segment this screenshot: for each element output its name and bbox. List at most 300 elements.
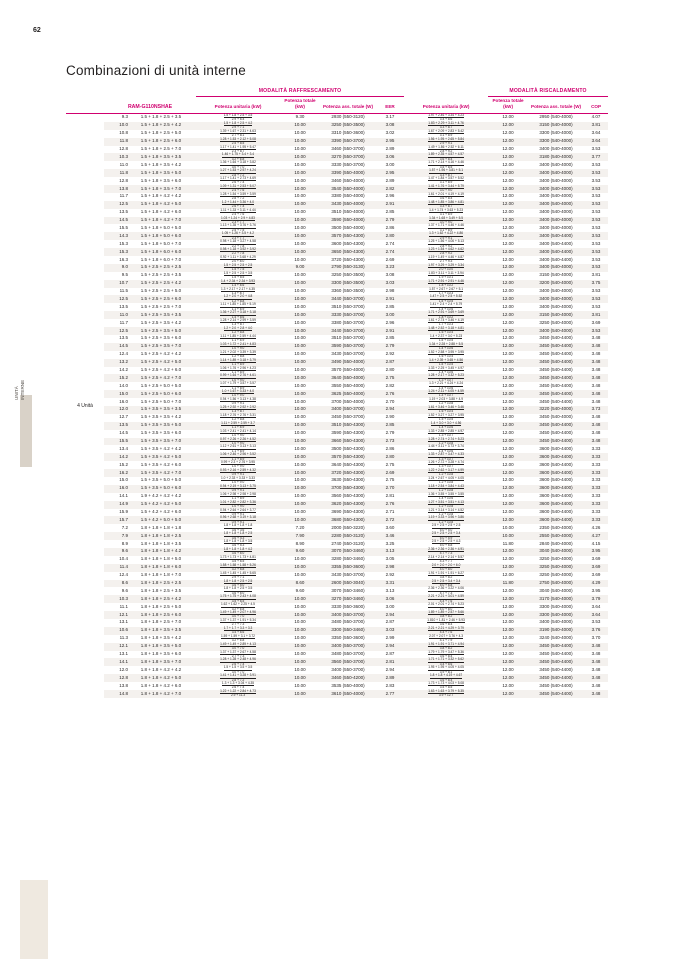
cell-cooling-abs: 3480 (550-3700) [331,651,365,657]
cell-cop: 3.53 [591,288,601,294]
cell-heating-unit-power: $\frac{2.21 + 2.21 + 3.01 + 4.59}{4.4 + 7.6}$ [404,595,488,603]
table-row [66,224,654,232]
cell-eer: 2.92 [385,351,395,357]
cell-heating-total: 12.00 [502,319,514,325]
cell-heating-abs: 3600 (540-4400) [539,509,573,515]
heating-total-power-header: Potenza totale (kW) [492,98,524,109]
cell-cooling-total: 10.00 [280,280,320,288]
cell-cooling-total: 10.00 [294,224,306,230]
cell-heating-abs: 3400 (540-4000) [539,619,573,625]
cell-cooling-total: 10.00 [294,635,306,641]
cell-heating-unit-power: $\frac{1.57 + 2.67 + 2.67 + 5.1}{1.7 + 10.3}$ [429,286,464,295]
table-row [66,666,654,674]
cell-capacity: 12.8 1.8 + 1.8 + 4.2 + 5.0 [104,674,196,682]
cell-eer: 3.23 [376,264,404,272]
table-row [66,256,654,264]
cell-cop: 3.69 [584,564,608,572]
cell-capacity: 10.6 1.8 + 1.8 + 3.5 + 3.5 [104,627,196,635]
cell-cooling-abs: 3720 (550-4300) [320,469,376,477]
cell-cop: 3.53 [591,161,601,167]
table-row [66,288,654,296]
cell-heating-unit-power: $\frac{1.71 + 2.14 + 4.16 + 4.46}{3.5 + 8.5}$ [428,160,464,169]
cell-cop: 3.53 [584,217,608,225]
cell-cop: 3.48 [591,682,601,688]
table-row [66,264,654,272]
cell-heating-unit-power: $\frac{1.63 + 1.63 + 3.79 + 5.35}{3.9 + 12.7}$ [404,690,488,698]
cell-heating-abs: 3400 (540-4000) [528,295,584,303]
cell-cooling-abs: 3590 (550-4000) [320,217,376,225]
cell-cop: 3.48 [591,651,601,657]
cell-capacity: 9.3 1.5 + 1.8 + 2.5 + 3.5 [104,114,196,122]
cell-capacity: 14.8 1.8 + 1.8 + 4.2 + 7.0 [104,690,196,698]
cell-eer: 3.03 [376,627,404,635]
cell-heating-total: 12.00 [488,627,528,635]
cell-eer: 3.06 [376,153,404,161]
cell-cooling-abs: 2930 (550-3120) [320,114,376,122]
cell-capacity: 9.6 1.8 + 1.8 + 1.8 + 4.2 [104,548,196,556]
cell-heating-unit-power: $\frac{2.5 + 2.5 + 2.5 + 3.4}{5.0 + 5.9}$ [404,532,488,540]
cell-heating-abs: 3600 (540-4400) [528,453,584,461]
cell-cooling-abs: 3250 (550-3500) [320,122,376,130]
cell-heating-unit-power: $\frac{2.07 + 2.07 + 3.76 + 4.3}{4.1 + 7.9}$ [429,633,464,643]
cell-heating-total: 12.00 [488,390,528,398]
cell-capacity: 13.5 1.5 + 3.5 + 3.5 + 5.0 [104,422,196,430]
cell-cooling-unit-power: $\frac{1.8 + 1.8 + 1.8 + 4.2}{3.6 + 6.0}$ [196,548,280,556]
cell-cooling-total: 10.00 [280,501,320,509]
cell-cooling-total: 10.00 [294,319,306,325]
cell-eer: 2.81 [385,493,395,499]
table-row [66,580,654,588]
cell-eer: 3.31 [376,580,404,588]
cell-cop: 3.70 [591,635,601,641]
cell-capacity: 13.5 1.5 + 2.5 + 2.5 + 7.0 [119,303,182,309]
cell-heating-unit-power: $\frac{1.19 + 3.33 + 3.96 + 3.86}{1.2 + 10.8}$ [404,516,488,524]
cell-cooling-total: 10.00 [294,461,306,467]
cell-heating-total: 12.00 [502,193,514,199]
table-row [66,690,654,698]
cell-heating-unit-power: $\frac{1.79 + 1.79 + 3.47 + 5.36}{3.6 + 8.4}$ [428,649,464,658]
cell-heating-total: 12.00 [488,327,528,335]
cell-cooling-total: 10.00 [294,414,306,420]
cell-cop: 3.48 [591,366,601,372]
cell-cooling-total: 10.00 [294,651,306,657]
table-row [66,469,654,477]
cell-heating-abs: 3400 (540-4000) [528,169,584,177]
cell-heating-total: 10.00 [488,532,528,540]
cell-eer: 2.91 [376,295,404,303]
cell-cop: 3.48 [584,643,608,651]
cell-heating-unit-power: $\frac{1.23 + 1.54 + 4.62 + 4.62}{2.8 + 9.2}$ [404,248,488,256]
cell-heating-abs: 3400 (540-4000) [528,201,584,209]
cell-heating-unit-power: $\frac{1.71 + 1.71 + 3.32 + 5.62}{3.4 + 8.6}$ [404,658,488,666]
cell-cooling-abs: 3560 (550-3700) [320,658,376,666]
table-body [66,114,654,698]
cell-cooling-unit-power: $\frac{1.2 + 2.0 + 2.0 + 4.8}{1.2 + 8.8}$ [196,295,280,303]
cell-eer: 2.75 [385,477,395,483]
cell-cooling-abs: 3510 (550-3700) [331,303,365,309]
cell-capacity: 15.3 1.5 + 1.8 + 6.0 + 6.0 [104,248,196,256]
cell-heating-total: 12.00 [502,619,514,625]
cell-cooling-total: 10.00 [294,161,306,167]
cell-heating-total: 12.00 [502,493,514,499]
cell-heating-unit-power: $\frac{1.27 + 3.51 + 3.51 + 4.13}{1.2 + 10.8}$ [404,501,488,509]
cell-heating-abs: 2350 (540-4000) [539,524,573,530]
cell-eer: 2.79 [385,430,395,436]
table-row [66,280,654,288]
cell-cooling-total: 10.00 [280,406,320,414]
cell-cooling-unit-power: $\frac{1.03 + 1.72 + 2.41 + 4.83}{1.0 + 9.0}$ [196,343,280,351]
cell-cooling-unit-power: $\frac{1.06 + 2.98 + 2.98 + 2.98}{1.1 + 8.9}$ [220,491,256,501]
cell-cooling-abs: 3330 (550-3700) [331,161,365,167]
cell-cooling-abs: 2740 (550-3120) [331,540,365,546]
cell-heating-abs: 3450 (540-4400) [528,438,584,446]
cell-cooling-unit-power: $\frac{1.46 + 1.75 + 3.4 + 3.4}{3.2 + 6.8}$ [196,153,280,161]
table-row [66,619,654,627]
cell-cop: 3.53 [591,193,601,199]
cell-heating-abs: 3400 (540-4000) [528,327,584,335]
table-row [66,177,654,185]
cell-cooling-total: 10.00 [280,374,320,382]
cell-heating-unit-power: $\frac{1.91 + 1.91 + 1.91 + 6.27}{3.8 + 8.2}$ [428,570,464,579]
cell-eer: 2.82 [385,382,395,388]
cell-capacity: 15.9 1.5 + 4.2 + 4.2 + 6.0 [119,509,182,515]
cop-header: COP [591,104,602,109]
combinations-table [66,88,654,698]
cell-capacity: 9.5 1.5 + 2.5 + 2.5 + 3.5 [121,272,182,278]
cell-heating-total: 12.00 [502,445,514,451]
cell-eer: 2.99 [385,635,395,641]
cell-cooling-total: 10.00 [280,169,320,177]
cell-cop: 3.53 [591,224,601,230]
cell-heating-unit-power: $\frac{1.28 + 2.74 + 2.74 + 5.23}{1.2 + 10.8}$ [404,438,488,446]
cell-heating-unit-power: $\frac{1.24 + 2.67 + 4.05 + 4.05}{1.2 + 10.8}$ [428,475,464,485]
cell-heating-total: 12.00 [502,666,514,672]
cell-cooling-abs: 3300 (550-3460) [320,627,376,635]
cell-capacity: 12.8 1.5 + 1.8 + 3.5 + 6.0 [119,177,182,183]
cell-cop: 3.53 [584,232,608,240]
cell-heating-total: 12.00 [502,177,514,183]
cell-heating-total: 12.00 [502,288,514,294]
cell-cooling-unit-power: $\frac{1.8 + 1.8 + 2.5 + 2.5}{3.6 + 5.0}$ [196,580,280,588]
table-row [66,461,654,469]
cell-eer: 2.80 [376,232,404,240]
cell-heating-total: 12.00 [502,603,514,609]
table-row [66,682,654,690]
cell-cooling-total: 10.00 [294,288,306,294]
cell-cooling-abs: 3380 (550-4000) [331,193,365,199]
cell-capacity: 11.4 1.8 + 1.8 + 1.8 + 6.0 [104,564,196,572]
cell-heating-abs: 3400 (540-4000) [528,185,584,193]
group-header-row [66,88,654,97]
cooling-unit-power-header: Potenza unitaria (kW) [214,104,262,109]
cell-cooling-unit-power: $\frac{1.28 + 1.53 + 2.12 + 5.08}{2.5 + 8.5}$ [196,138,280,146]
cell-heating-abs: 3450 (540-4400) [539,335,573,341]
cell-heating-abs: 3250 (540-4000) [528,564,584,572]
cell-capacity: 14.1 1.8 + 1.8 + 3.5 + 7.0 [104,658,196,666]
cell-cooling-abs: 3430 (550-3700) [331,572,365,578]
cell-cooling-unit-power: $\frac{1.36 + 2.27 + 3.18 + 3.18}{1.4 + 8.6}$ [196,311,280,319]
cell-eer: 2.86 [385,445,395,451]
cell-heating-total: 12.00 [502,146,514,152]
group-header-blank-eer [404,88,488,97]
cell-cop: 3.33 [584,501,608,509]
cell-heating-unit-power: $\frac{2.01 + 2.01 + 2.74 + 5.23}{4.0 + 8.0}$ [428,602,464,611]
cell-capacity: 11.7 1.5 + 1.8 + 4.2 + 4.2 [119,193,182,199]
cell-heating-total: 12.00 [502,256,514,262]
cell-cooling-total: 10.00 [280,690,320,698]
cell-cop: 3.33 [584,516,608,524]
cell-heating-abs: 2950 (540-4000) [528,114,584,122]
cell-cooling-total: 10.00 [280,485,320,493]
cell-cooling-abs: 3300 (550-3500) [320,280,376,288]
cell-cooling-unit-power: $\frac{1.3 + 2.17 + 2.17 + 4.35}{1.3 + 8.7}$ [221,286,255,295]
cell-heating-total: 12.00 [488,438,528,446]
cell-heating-abs: 3300 (540-4000) [528,611,584,619]
cell-cooling-total: 10.00 [280,438,320,446]
cell-heating-unit-power: $\frac{1.95 + 1.95 + 4.05 + 4.05}{3.9 + 8.1}$ [428,665,464,674]
cell-cooling-unit-power: $\frac{0.98 + 1.18 + 3.27 + 4.58}{2.2 + 7.8}$ [220,239,256,248]
heating-unit-power-header: Potenza unitaria (kW) [422,104,470,109]
cell-heating-total: 12.00 [488,501,528,509]
cell-cooling-unit-power: $\frac{1.37 + 1.37 + 2.67 + 4.58}{2.7 + 7.3}$ [220,649,256,658]
cell-cooling-unit-power: $\frac{1.28 + 2.14 + 2.99 + 3.59}{1.3 + 8.7}$ [220,318,256,327]
cell-heating-abs: 3400 (540-4000) [528,217,584,225]
cell-cooling-unit-power: $\frac{1.25 + 2.92 + 2.92 + 2.92}{1.3 + 8.7}$ [196,406,280,414]
cell-heating-abs: 3180 (540-4000) [528,153,584,161]
cell-cop: 4.27 [584,532,608,540]
cell-heating-total: 11.80 [502,540,514,546]
cell-eer: 3.60 [385,524,395,530]
cell-heating-unit-power: $\frac{2.14 + 2.14 + 2.14 + 5.57}{4.3 + 7.7}$ [428,554,464,564]
cell-cooling-unit-power: $\frac{1.11 + 1.85 + 2.59 + 4.44}{1.1 + 8.9}$ [220,333,256,343]
cell-cooling-total: 10.00 [280,658,320,666]
cell-heating-abs: 3400 (540-4400) [539,256,573,262]
cell-heating-abs: 2750 (540-4000) [528,580,584,588]
cell-cop: 3.53 [584,248,608,256]
cell-cooling-abs: 3250 (550-3500) [331,272,365,278]
cell-cooling-abs: 3350 (550-3600) [331,635,365,641]
cell-heating-abs: 3400 (540-4000) [539,303,573,309]
cell-cooling-abs: 3460 (550-3700) [331,146,365,152]
cell-cooling-abs: 3610 (550-4000) [320,690,376,698]
cell-cop: 3.48 [591,382,601,388]
cell-cooling-abs: 2280 (550-3120) [320,532,376,540]
cell-cooling-abs: 2790 (550-3130) [320,264,376,272]
cell-cooling-abs: 3480 (550-3700) [331,619,365,625]
cell-heating-total: 12.00 [488,595,528,603]
cell-heating-total: 12.00 [488,690,528,698]
cell-capacity: 15.0 1.5 + 2.5 + 5.0 + 6.0 [104,390,196,398]
cell-eer: 3.02 [385,130,395,136]
table-row [66,595,654,603]
table-row [66,587,654,595]
cell-cooling-unit-power: $\frac{1.03 + 1.24 + 2.9 + 4.83}{2.3 + 7.7}$ [196,217,280,225]
cell-cooling-total: 10.00 [280,232,320,240]
cell-cooling-total: 10.00 [294,146,306,152]
cell-eer: 2.75 [385,461,395,467]
cell-capacity: 13.1 1.8 + 1.8 + 3.5 + 6.0 [119,651,182,657]
cell-cooling-total: 8.90 [295,540,305,546]
cell-cooling-abs: 3280 (550-3460) [331,556,365,562]
cell-cooling-unit-power: $\frac{1.2 + 2.0 + 2.8 + 4.0}{1.2 + 8.8}$ [196,327,280,335]
cell-heating-unit-power: $\frac{1.48 + 2.52 + 3.18 + 4.81}{1.6 + 10.4}$ [404,327,488,335]
cell-heating-unit-power: $\frac{2.5 + 2.5 + 2.5 + 4.3}{5.0 + 6.8}$ [431,539,461,548]
section-tab-line-1: UNITÀ [14,386,19,400]
cell-cooling-unit-power: $\frac{1.11 + 1.85 + 1.85 + 5.19}{1.1 + 8.9}$ [220,302,256,311]
cell-heating-total: 12.00 [502,587,514,593]
cell-cooling-abs: 3330 (550-3700) [320,311,376,319]
cell-heating-total: 12.00 [488,138,528,146]
cell-heating-abs: 2550 (540-4000) [528,532,584,540]
cell-cooling-total: 10.00 [280,343,320,351]
table-row [66,603,654,611]
cell-cop: 3.53 [591,209,601,215]
cell-heating-unit-power: $\frac{2.21 + 2.21 + 4.29 + 3.79}{4.4 + 7.6}$ [404,627,488,635]
cell-cooling-abs: 3700 (550-4000) [331,398,365,404]
table-row [66,153,654,161]
cell-cooling-total: 10.00 [294,493,306,499]
cell-cooling-total: 10.00 [294,445,306,451]
cell-heating-abs: 3400 (540-4400) [528,232,584,240]
cell-eer: 3.13 [385,587,395,593]
cell-cop: 3.48 [584,374,608,382]
cell-cooling-abs: 3390 (550-3700) [320,138,376,146]
table-row [66,351,654,359]
cell-eer: 2.95 [376,138,404,146]
cell-heating-unit-power: $\frac{1.52 + 3.27 + 3.27 + 3.95}{1.5 + 10.5}$ [428,412,464,422]
cooling-group-header: MODALITÀ RAFFRESCAMENTO [196,88,404,97]
cell-heating-total: 12.00 [488,469,528,477]
cell-heating-total: 12.00 [488,217,528,225]
cell-heating-unit-power: $\frac{1.810 + 1.81 + 2.46 + 5.93}{3.6 + 8.4}$ [427,618,465,627]
cell-cooling-unit-power: $\frac{1.37 + 1.37 + 1.91 + 5.34}{2.7 + 7.3}$ [220,618,256,627]
cell-cooling-abs: 3070 (550-3460) [320,548,376,556]
cell-cooling-unit-power: $\frac{1.22 + 1.22 + 2.84 + 4.73}{2.9 + 11.3}$ [196,690,280,698]
cell-heating-unit-power: $\frac{2.5 + 2.5 + 2.5 + 2.5}{5.0 + 5.0}$ [431,523,461,532]
cell-cooling-unit-power: $\frac{1.8 + 1.8 + 2.5 + 3.5}{3.6 + 6.0}$ [223,586,253,595]
cell-cooling-abs: 3535 (550-4000) [331,682,365,688]
table-row [66,295,654,303]
cell-capacity: 16.0 1.5 + 2.5 + 5.0 + 7.0 [119,398,182,404]
cell-heating-unit-power: $\frac{1.48 + 1.85 + 3.86 + 4.81}{3.3 + 8.7}$ [404,201,488,209]
cell-cop: 3.75 [584,280,608,288]
cell-cooling-total: 10.00 [280,153,320,161]
table-row [66,327,654,335]
cell-capacity: 12.1 1.8 + 1.8 + 2.5 + 6.0 [104,611,196,619]
cell-eer: 2.89 [376,674,404,682]
cell-heating-abs: 3400 (540-4400) [528,248,584,256]
cell-cooling-abs: 3390 (550-4000) [320,169,376,177]
cell-heating-unit-power: $\frac{1.4 + 2.37 + 3.0 + 5.23}{1.5 + 10.5}$ [429,333,463,343]
cell-eer: 3.08 [376,122,404,130]
cell-capacity: 8.6 1.8 + 1.8 + 2.5 + 2.5 [104,580,196,588]
table-row [66,556,654,564]
cell-capacity: 12.8 1.5 + 1.8 + 2.5 + 7.0 [119,146,182,152]
cell-heating-unit-power: $\frac{1.18 + 2.54 + 3.84 + 4.43}{1.2 + 10.8}$ [404,485,488,493]
table-row [66,359,654,367]
cell-capacity: 15.5 1.5 + 1.8 + 5.0 + 5.0 [119,224,182,230]
cell-heating-unit-power: $\frac{1.89 + 2.35 + 4.57 + 4.57}{3.6 + 8.4}$ [404,153,488,161]
table-row [66,430,654,438]
cell-eer: 2.74 [376,248,404,256]
cell-heating-unit-power: $\frac{1.44 + 3.11 + 3.73 + 3.74}{1.4 + 10.6}$ [428,444,464,453]
cell-capacity: 15.7 1.5 + 4.2 + 5.0 + 5.0 [104,516,196,524]
cell-heating-abs: 3250 (540-4000) [539,572,573,578]
cell-heating-total: 12.00 [488,485,528,493]
cell-heating-abs: 3600 (540-4400) [528,516,584,524]
cooling-total-power-header: Potenza totale (kW) [284,98,316,109]
cell-capacity: 14.9 1.5 + 4.2 + 4.2 + 5.0 [104,501,196,509]
cell-eer: 3.05 [385,556,395,562]
cell-heating-unit-power: $\frac{1.61 + 2.01 + 4.19 + 4.19}{3.6 + 8.4}$ [428,191,464,201]
cell-heating-abs: 3450 (540-4400) [528,374,584,382]
cell-capacity: 11.5 1.5 + 2.5 + 2.5 + 5.0 [119,288,182,294]
cell-cooling-abs: 3400 (550-3700) [320,643,376,651]
cell-heating-total: 12.00 [488,406,528,414]
cell-heating-unit-power: $\frac{1.37 + 1.71 + 4.46 + 4.46}{3.1 + 8.9}$ [428,223,464,232]
cell-cooling-abs: 3680 (550-4300) [320,516,376,524]
cell-cooling-unit-power: $\frac{0.94 + 1.56 + 3.13 + 4.38}{0.9 + 9.1}$ [220,397,256,406]
cell-heating-unit-power: $\frac{1.4 + 3.0 + 3.0 + 4.56}{1.4 + 10.6}$ [404,422,488,430]
cell-cooling-total: 9.30 [280,114,320,122]
table-row [66,232,654,240]
cell-heating-total: 12.00 [502,335,514,341]
table-row [66,343,654,351]
cell-cooling-total: 10.00 [294,572,306,578]
cell-heating-abs: 3190 (540-4000) [528,627,584,635]
cell-eer: 2.72 [376,516,404,524]
combinations-table-wrap [66,88,654,698]
cell-cooling-unit-power: $\frac{1.8 + 1.8 + 1.8 + 1.8}{3.6 + 3.6}$ [223,523,253,532]
cell-eer: 2.94 [376,611,404,619]
cell-cooling-abs: 3510 (550-4300) [320,422,376,430]
cell-heating-total: 12.00 [502,398,514,404]
cell-cop: 3.53 [584,169,608,177]
cell-cooling-unit-power: $\frac{1.5 + 2.5 + 2.5 + 2.5}{1.5 + 7.5}$ [196,264,280,272]
cell-cop: 3.48 [584,438,608,446]
cell-heating-total: 12.00 [488,280,528,288]
section-tab [20,395,32,467]
cell-cooling-unit-power: $\frac{1.09 + 1.31 + 2.53 + 5.07}{2.4 + 7.6}$ [196,185,280,193]
cell-heating-abs: 3600 (540-4400) [539,461,573,467]
cell-heating-unit-power: $\frac{1.41 + 1.76 + 3.44 + 5.79}{3.0 + 9.0}$ [404,185,488,193]
cell-cop: 3.33 [591,509,601,515]
cell-heating-unit-power: $\frac{1.3 + 1.62 + 4.22 + 4.86}{2.9 + 9.1}$ [404,232,488,240]
cell-cooling-abs: 3590 (550-3700) [320,343,376,351]
cell-capacity: 12.4 1.8 + 1.8 + 1.8 + 7.0 [119,572,182,578]
cell-cooling-abs: 3400 (550-3700) [320,406,376,414]
cell-cop: 3.48 [591,335,601,341]
cell-heating-abs: 3040 (540-4000) [528,548,584,556]
cell-capacity: 14.2 1.5 + 2.5 + 4.2 + 6.0 [119,366,182,372]
cell-cop: 3.81 [584,122,608,130]
cell-cooling-unit-power: $\frac{1.0 + 2.33 + 3.33 + 3.33}{1.0 + 9.0}$ [221,475,255,485]
cell-heating-total: 12.00 [488,248,528,256]
cell-eer: 2.75 [376,374,404,382]
cell-cooling-abs: 3510 (550-4000) [331,209,365,215]
cell-eer: 2.98 [385,288,395,294]
cell-capacity: 15.2 1.5 + 2.5 + 4.2 + 7.0 [104,374,196,382]
cell-capacity: 9.0 1.5 + 2.5 + 2.5 + 2.5 [104,264,196,272]
cell-capacity: 15.0 1.5 + 3.5 + 5.0 + 5.0 [119,477,182,483]
cell-cop: 3.53 [584,264,608,272]
cell-heating-total: 12.00 [488,359,528,367]
table-row [66,311,654,319]
cell-cop: 3.48 [584,359,608,367]
cell-heating-abs: 3040 (540-4000) [539,587,573,593]
cell-heating-total: 12.00 [488,564,528,572]
cell-cop: 3.53 [591,177,601,183]
